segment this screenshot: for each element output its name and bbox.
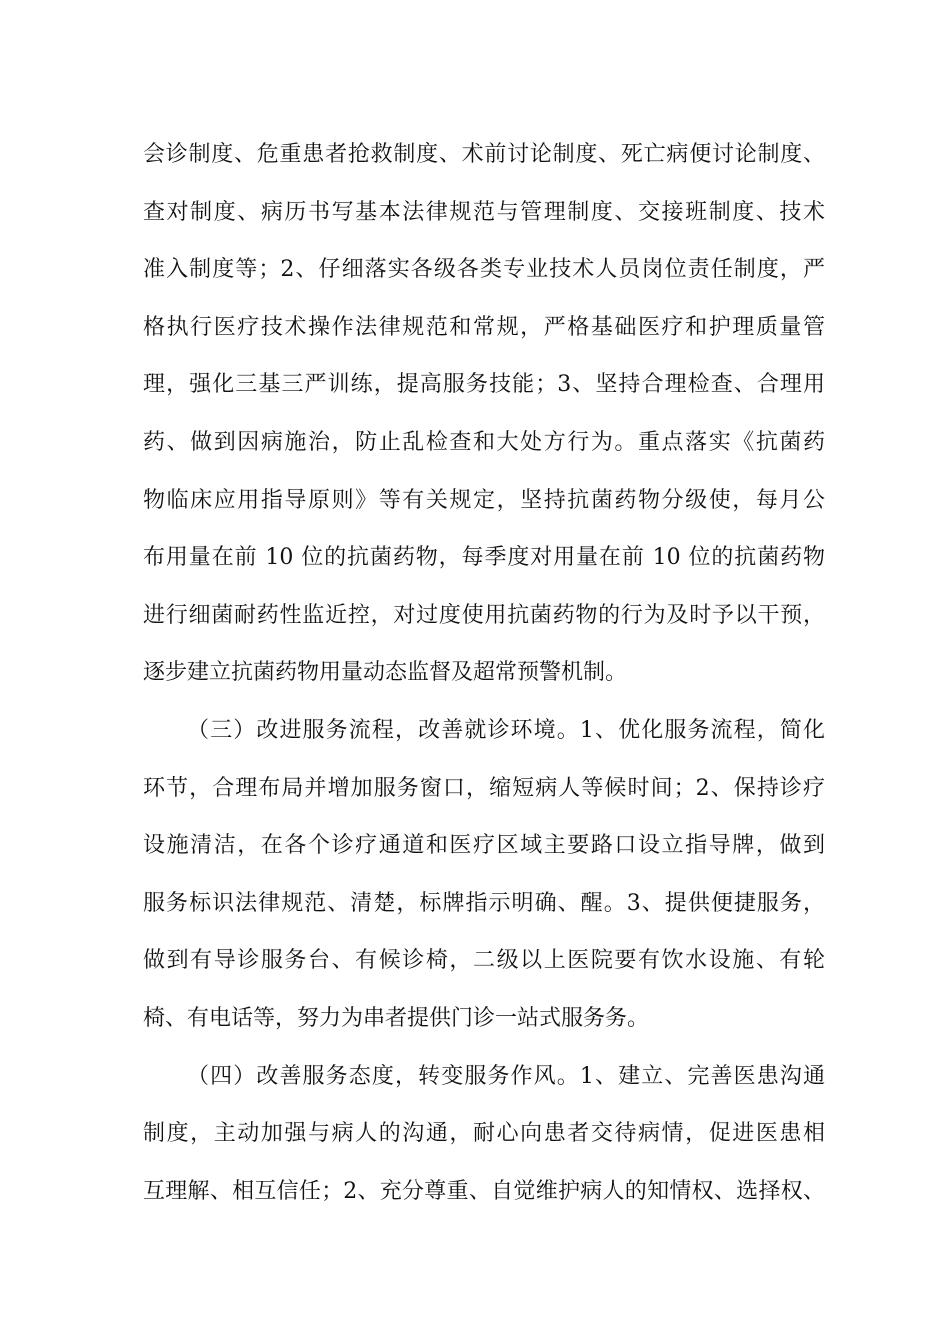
text-line: 制度，主动加强与病人的沟通，耐心向患者交待病情，促进医患相 xyxy=(143,1121,825,1147)
paragraph-heading-line: （四）改善服务态度，转变服务作风。1、建立、完善医患沟通 xyxy=(187,1063,825,1089)
text-line: 理，强化三基三严训练，提高服务技能；3、坚持合理检查、合理用 xyxy=(143,372,825,398)
text-line: 药、做到因病施治，防止乱检查和大处方行为。重点落实《抗菌药 xyxy=(143,429,825,455)
text-line: 互理解、相互信任；2、充分尊重、自觉维护病人的知情权、选择权、 xyxy=(143,1178,825,1204)
text-line: 逐步建立抗菌药物用量动态监督及超常预警机制。 xyxy=(143,660,628,686)
paragraph-heading-line: （三）改进服务流程，改善就诊环境。1、优化服务流程，简化 xyxy=(187,717,825,743)
text-line: 物临床应用指导原则》等有关规定，坚持抗菌药物分级使，每月公 xyxy=(143,487,825,513)
text-line: 椅、有电话等，努力为串者提供门诊一站式服务务。 xyxy=(143,1005,650,1031)
text-line: 做到有导诊服务台、有候诊椅，二级以上医院要有饮水设施、有轮 xyxy=(143,948,825,974)
text-line: 会诊制度、危重患者抢救制度、术前讨论制度、死亡病便讨论制度、 xyxy=(143,142,825,167)
text-line: 布用量在前 10 位的抗菌药物，每季度对用量在前 10 位的抗菌药物 xyxy=(143,545,825,571)
text-line: 格执行医疗技术操作法律规范和常规，严格基础医疗和护理质量管 xyxy=(143,314,825,340)
document-body xyxy=(143,126,825,1220)
text-line: 服务标识法律规范、清楚，标牌指示明确、醒。3、提供便捷服务， xyxy=(143,890,825,916)
text-line: 设施清洁，在各个诊疗通道和医疗区域主要路口设立指导牌，做到 xyxy=(143,833,825,859)
text-line: 进行细菌耐药性监近控，对过度使用抗菌药物的行为及时予以干预， xyxy=(143,602,825,628)
text-line: 查对制度、病历书写基本法律规范与管理制度、交接班制度、技术 xyxy=(143,199,825,225)
text-line: 环节，合理布局并增加服务窗口，缩短病人等候时间；2、保持诊疗 xyxy=(143,775,825,801)
text-line: 准入制度等；2、仔细落实各级各类专业技术人员岗位责任制度，严 xyxy=(143,257,825,283)
